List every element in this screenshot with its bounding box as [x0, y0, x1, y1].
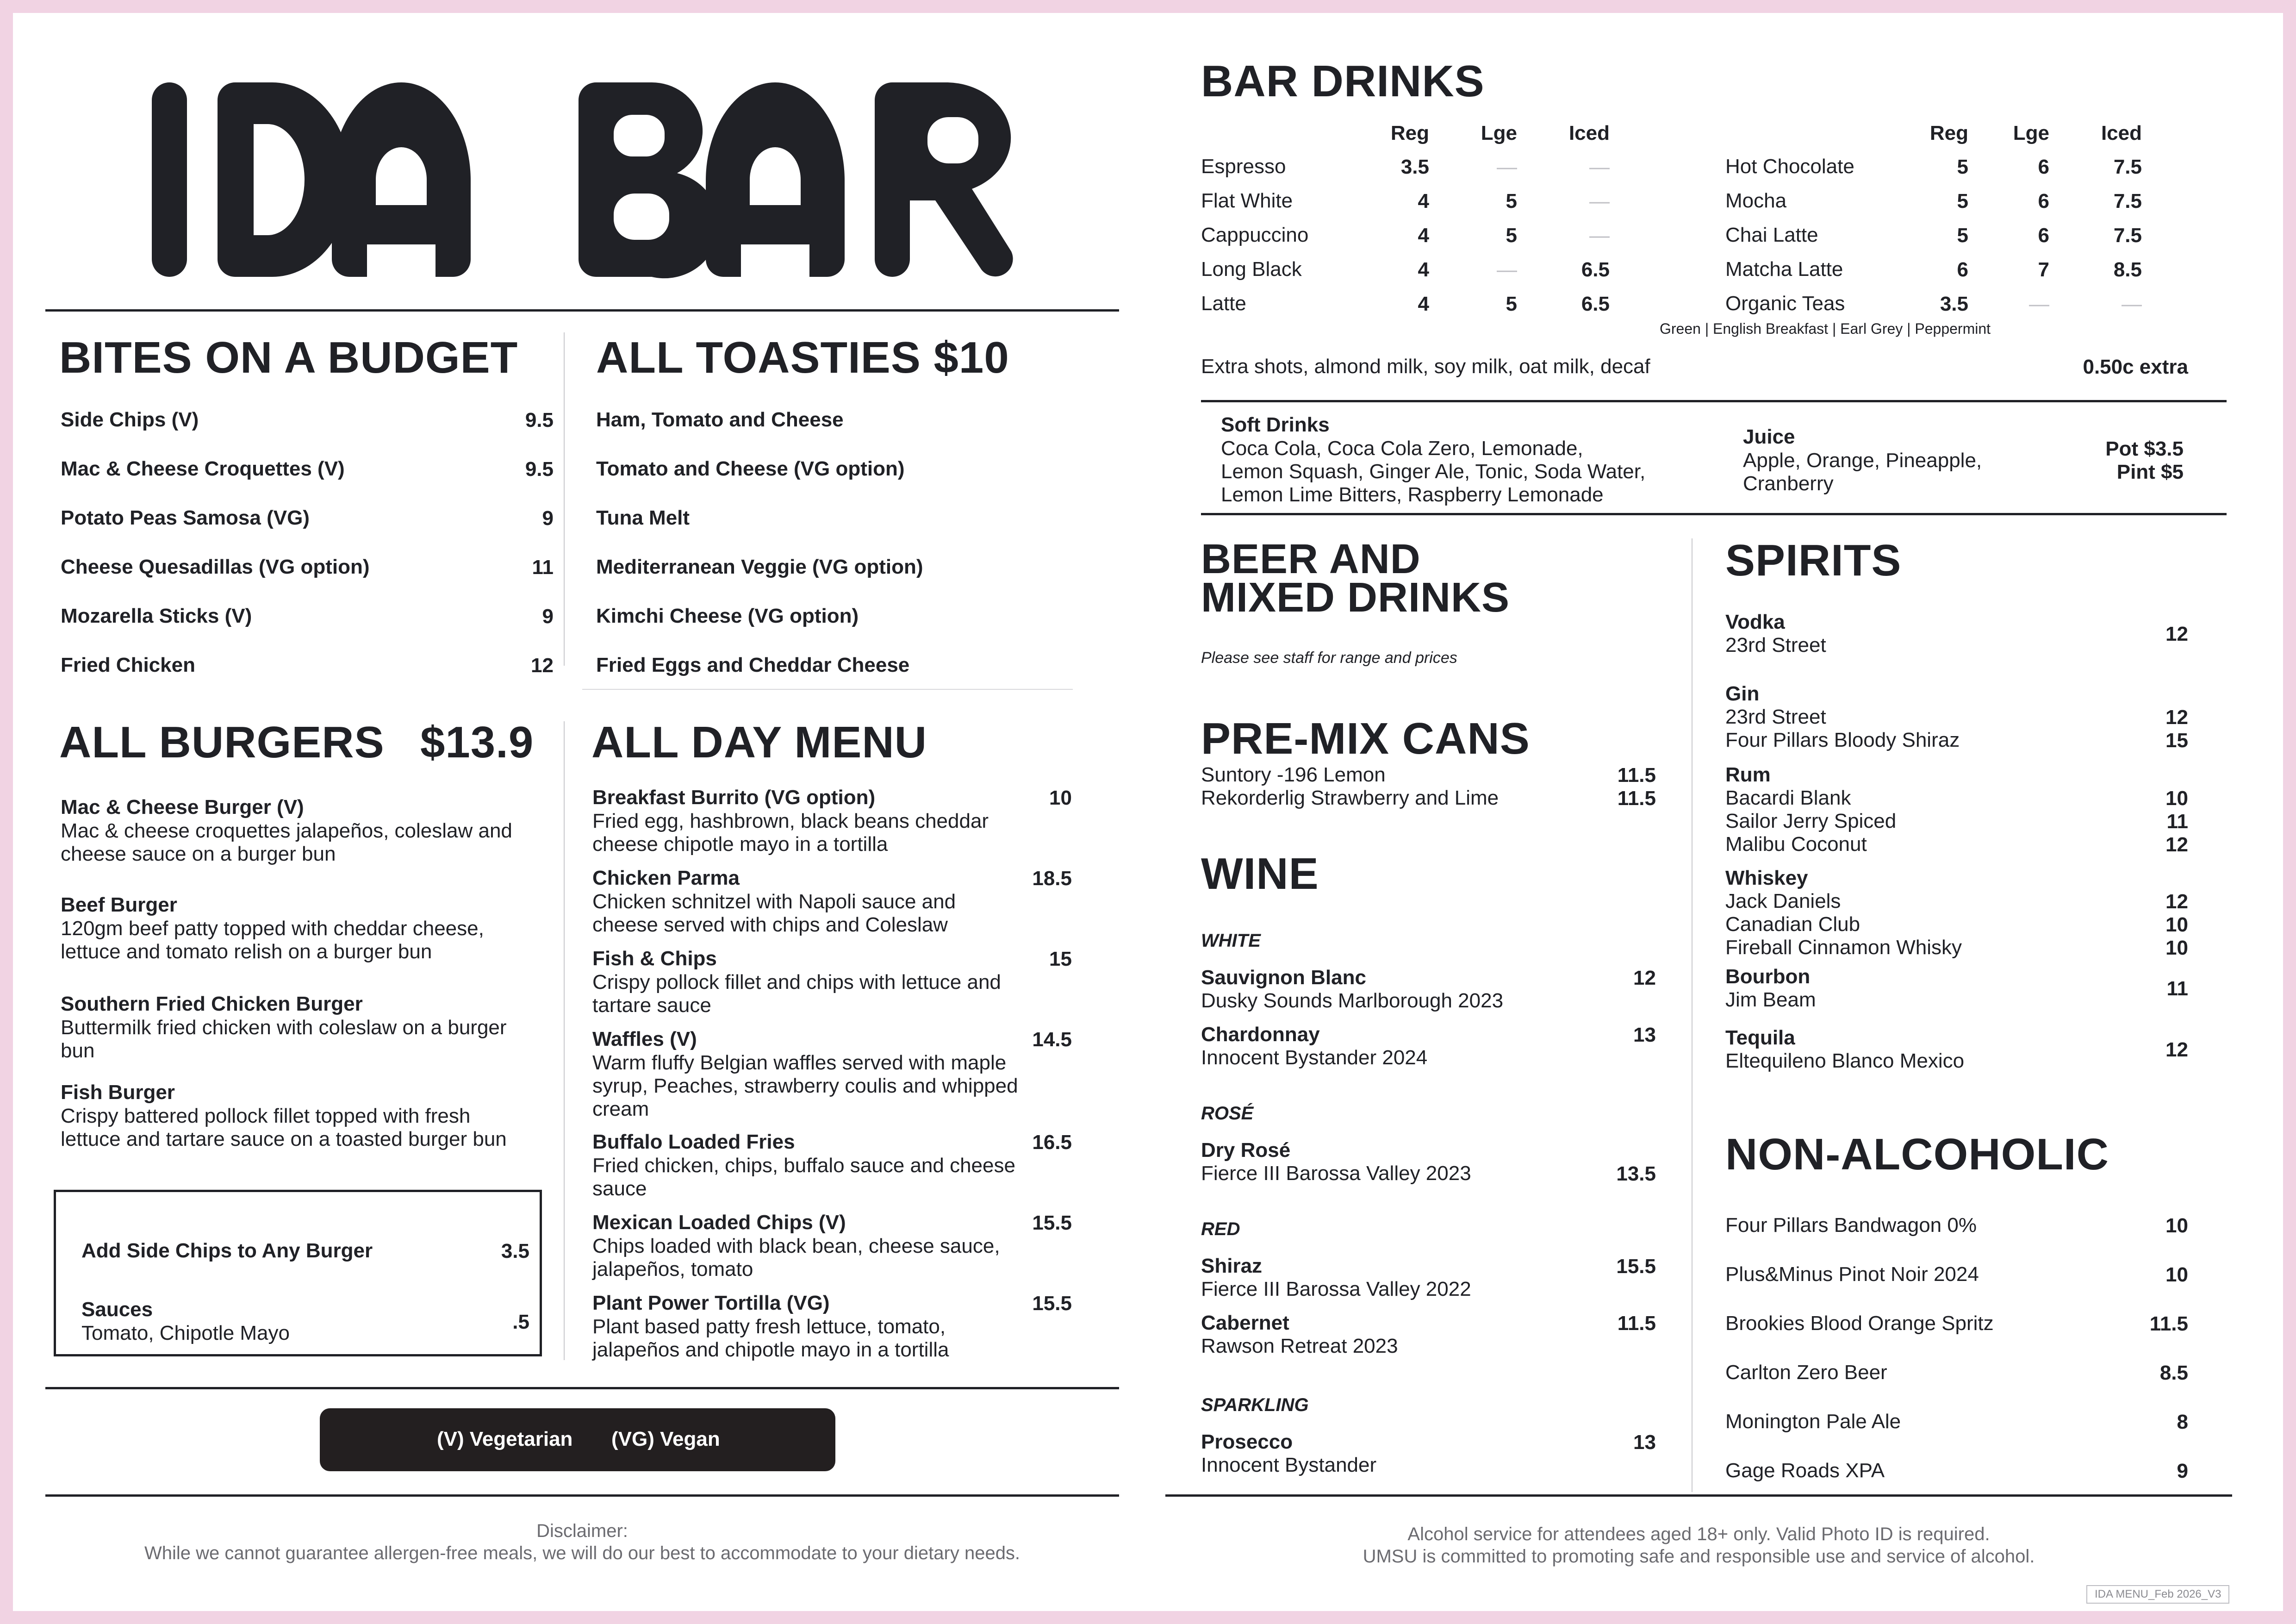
drink-name: Cappuccino: [1201, 224, 1309, 246]
wine-item-desc: Innocent Bystander 2024: [1201, 1046, 1428, 1069]
spirit-item-price: 12: [2165, 706, 2188, 729]
divider-bottom-right: [1165, 1494, 2232, 1497]
juice-line: Cranberry: [1743, 472, 1834, 495]
nonalc-item-price: 11.5: [2149, 1312, 2188, 1335]
juice-title: Juice: [1743, 425, 1795, 448]
divider-bottom-left-2: [45, 1494, 1119, 1497]
version-tag: IDA MENU_Feb 2026_V3: [2086, 1585, 2229, 1604]
spirit-category-tequila: Tequila: [1725, 1026, 1795, 1049]
wine-item-desc: Fierce III Barossa Valley 2023: [1201, 1162, 1471, 1185]
drink-name: Mocha: [1725, 189, 1787, 212]
spirit-item-name: Eltequileno Blanco Mexico: [1725, 1049, 1965, 1072]
addon-name: Sauces: [81, 1298, 153, 1321]
drink-name: Espresso: [1201, 155, 1286, 178]
allday-item-desc: Plant based patty fresh lettuce, tomato, jalapeños and chipotle mayo in a tortilla: [592, 1315, 949, 1361]
premix-item-name: Suntory -196 Lemon: [1201, 763, 1386, 786]
burgers-price: $13.9: [420, 718, 534, 767]
spirit-item-name: 23rd Street: [1725, 706, 1826, 728]
drink-name: Flat White: [1201, 189, 1293, 212]
allday-item-name: Waffles (V): [592, 1028, 697, 1050]
wine-red-label: RED: [1201, 1219, 1240, 1239]
burger-item-desc: 120gm beef patty topped with cheddar cheese, lettuce and tomato relish on a burger bun: [61, 917, 484, 963]
nonalc-item-name: Brookies Blood Orange Spritz: [1725, 1312, 1994, 1335]
bites-item-name: Fried Chicken: [61, 654, 195, 676]
bites-item-price: 9.5: [525, 458, 554, 481]
burgers-title: ALL BURGERS: [59, 718, 385, 767]
premix-item-price: 11.5: [1617, 764, 1656, 787]
bites-item-price: 12: [531, 654, 554, 677]
spirits-title: SPIRITS: [1725, 536, 1902, 585]
spirit-item-price: 15: [2165, 729, 2188, 752]
drink-name: Chai Latte: [1725, 224, 1818, 246]
wine-item-name: Cabernet: [1201, 1312, 1289, 1334]
drinks-header: Iced: [2101, 122, 2142, 144]
menu-sheet: [13, 13, 2283, 1611]
spirit-item-price: 10: [2165, 937, 2188, 959]
toastie-item: Kimchi Cheese (VG option): [596, 605, 859, 627]
wine-item-price: 13: [1633, 1431, 1656, 1454]
drink-price-lge: 5: [1506, 224, 1517, 247]
nonalc-item-price: 8: [2177, 1411, 2188, 1433]
wine-item-name: Dry Rosé: [1201, 1139, 1291, 1162]
drink-price-lge: 5: [1506, 293, 1517, 315]
spirit-category-whiskey: Whiskey: [1725, 867, 1808, 889]
alcohol-notice: [1165, 1523, 2232, 1568]
nonalc-item-name: Plus&Minus Pinot Noir 2024: [1725, 1263, 1979, 1286]
wine-item-desc: Rawson Retreat 2023: [1201, 1335, 1398, 1357]
allday-item-desc: Crispy pollock fillet and chips with lettuce and tartare sauce: [592, 971, 1001, 1017]
drink-price-reg: 5: [1957, 190, 1968, 212]
burger-item-name: Mac & Cheese Burger (V): [61, 796, 304, 818]
legend-vegetarian: (V) Vegetarian: [437, 1428, 573, 1450]
wine-item-desc: Innocent Bystander: [1201, 1454, 1377, 1476]
toasties-title: ALL TOASTIES $10: [596, 333, 1009, 382]
bites-title: BITES ON A BUDGET: [59, 333, 518, 382]
drinks-header: Iced: [1568, 122, 1610, 144]
drink-name: Organic Teas: [1725, 292, 1845, 315]
bites-item-price: 11: [532, 556, 554, 579]
ida-bar-logo: [133, 69, 1040, 286]
spirit-item-price: 12: [2165, 623, 2188, 645]
wine-item-price: 11.5: [1617, 1312, 1656, 1335]
bites-item-price: 9: [542, 507, 554, 530]
drink-price-iced: 7.5: [2113, 190, 2142, 212]
addon-name: Add Side Chips to Any Burger: [81, 1239, 373, 1262]
spirit-category-bourbon: Bourbon: [1725, 965, 1811, 988]
drink-name: Long Black: [1201, 258, 1302, 281]
diet-legend: [320, 1408, 835, 1471]
drink-price-reg: 4: [1418, 224, 1429, 247]
extras-text: Extra shots, almond milk, soy milk, oat milk, decaf: [1201, 355, 1650, 378]
drink-price-reg: 3.5: [1400, 156, 1429, 178]
divider-burgers-allday: [564, 721, 565, 1360]
soft-lines: [1221, 437, 1730, 506]
drinks-header: Reg: [1929, 122, 1968, 144]
drink-name: Latte: [1201, 292, 1246, 315]
soft-title: Soft Drinks: [1221, 413, 1330, 436]
drink-price-lge: —: [2029, 293, 2049, 315]
spirit-item-price: 10: [2165, 913, 2188, 936]
alcohol-notice-line: Alcohol service for attendees aged 18+ only. Valid Photo ID is required.: [1407, 1524, 1990, 1544]
burger-item-desc: Crispy battered pollock fillet topped with fresh lettuce and tartare sauce on a toasted burger bun: [61, 1105, 507, 1150]
wine-item-desc: Fierce III Barossa Valley 2022: [1201, 1278, 1471, 1300]
wine-rose-label: ROSÉ: [1201, 1103, 1254, 1124]
drink-price-reg: 4: [1418, 258, 1429, 281]
drink-price-lge: 6: [2038, 224, 2049, 247]
spirit-item-price: 12: [2165, 890, 2188, 913]
disclaimer: [45, 1520, 1119, 1564]
wine-sparkling-label: SPARKLING: [1201, 1395, 1309, 1415]
drink-name: Hot Chocolate: [1725, 155, 1854, 178]
allday-item-name: Fish & Chips: [592, 947, 717, 970]
spirit-item-name: Jack Daniels: [1725, 890, 1841, 912]
allday-item-price: 18.5: [1032, 867, 1072, 890]
drinks-header: Lge: [1481, 122, 1517, 144]
wine-item-price: 13: [1633, 1024, 1656, 1046]
toastie-item: Fried Eggs and Cheddar Cheese: [596, 654, 910, 676]
spirit-item-price: 10: [2165, 787, 2188, 810]
wine-title: WINE: [1201, 849, 1319, 899]
toastie-item: Mediterranean Veggie (VG option): [596, 556, 923, 578]
drink-price-iced: 6.5: [1581, 258, 1610, 281]
drink-price-iced: —: [1589, 190, 1610, 212]
divider-bottom-left-1: [45, 1387, 1119, 1389]
legend-vegan: (VG) Vegan: [611, 1428, 720, 1450]
spirit-item-name: 23rd Street: [1725, 634, 1826, 656]
drinks-header: Lge: [2013, 122, 2049, 144]
premix-item-name: Rekorderlig Strawberry and Lime: [1201, 787, 1499, 809]
allday-item-price: 10: [1049, 787, 1072, 809]
disclaimer-text: While we cannot guarantee allergen-free meals, we will do our best to accommodate to your dietary needs.: [144, 1543, 1020, 1563]
nonalc-item-name: Carlton Zero Beer: [1725, 1361, 1887, 1384]
divider-bites-toasties: [564, 332, 565, 666]
beer-title-1: BEER AND: [1201, 536, 1421, 582]
addon-price: .5: [512, 1311, 529, 1333]
divider-mid-left: [582, 689, 1073, 690]
soft-line: Coca Cola, Coca Cola Zero, Lemonade,: [1221, 437, 1583, 460]
spirit-item-name: Jim Beam: [1725, 988, 1816, 1011]
juice-line: Apple, Orange, Pineapple,: [1743, 449, 1982, 472]
pot-price: Pot $3.5: [2105, 437, 2184, 460]
allday-item-price: 15: [1049, 948, 1072, 970]
nonalc-item-name: Gage Roads XPA: [1725, 1459, 1885, 1482]
burger-item-desc: Buttermilk fried chicken with coleslaw on a burger bun: [61, 1016, 507, 1062]
drink-name: Matcha Latte: [1725, 258, 1843, 281]
drink-price-reg: 5: [1957, 156, 1968, 178]
beer-note: Please see staff for range and prices: [1201, 649, 1457, 667]
spirit-category-rum: Rum: [1725, 763, 1771, 786]
extras-price: 0.50c extra: [2083, 356, 2188, 378]
soft-line: Lemon Squash, Ginger Ale, Tonic, Soda Water,: [1221, 460, 1646, 483]
premix-title: PRE-MIX CANS: [1201, 714, 1530, 763]
toastie-item: Tomato and Cheese (VG option): [596, 457, 905, 480]
premix-item-price: 11.5: [1617, 787, 1656, 810]
disclaimer-title: Disclaimer:: [536, 1521, 628, 1541]
drink-price-iced: 7.5: [2113, 156, 2142, 178]
divider-soft: [1201, 513, 2227, 515]
burger-item-desc: Mac & cheese croquettes jalapeños, coleslaw and cheese sauce on a burger bun: [61, 819, 512, 865]
nonalc-item-price: 10: [2165, 1263, 2188, 1286]
beer-title-2: MIXED DRINKS: [1201, 575, 1510, 621]
drink-price-iced: —: [2122, 293, 2142, 315]
nonalc-item-name: Four Pillars Bandwagon 0%: [1725, 1214, 1977, 1237]
spirit-category-vodka: Vodka: [1725, 611, 1785, 633]
spirit-item-name: Sailor Jerry Spiced: [1725, 810, 1897, 832]
spirit-category-gin: Gin: [1725, 682, 1760, 705]
alcohol-notice-line: UMSU is committed to promoting safe and responsible use and service of alcohol.: [1363, 1546, 2035, 1567]
allday-item-price: 16.5: [1032, 1131, 1072, 1154]
wine-item-price: 12: [1633, 967, 1656, 989]
addon-price: 3.5: [501, 1240, 529, 1262]
burger-item-name: Beef Burger: [61, 893, 177, 916]
burger-item-name: Fish Burger: [61, 1081, 175, 1104]
wine-item-price: 15.5: [1616, 1255, 1656, 1278]
allday-item-name: Plant Power Tortilla (VG): [592, 1292, 830, 1314]
allday-item-desc: Fried chicken, chips, buffalo sauce and cheese sauce: [592, 1154, 1015, 1200]
bites-item-name: Cheese Quesadillas (VG option): [61, 556, 370, 578]
spirit-item-name: Malibu Coconut: [1725, 833, 1867, 856]
spirit-item-price: 12: [2165, 833, 2188, 856]
drink-price-lge: —: [1497, 156, 1517, 178]
bites-item-name: Mozarella Sticks (V): [61, 605, 252, 627]
bites-item-price: 9: [542, 605, 554, 628]
drink-price-reg: 3.5: [1940, 293, 1968, 315]
drink-price-iced: —: [1589, 156, 1610, 178]
addon-desc: Tomato, Chipotle Mayo: [81, 1322, 290, 1344]
wine-item-name: Chardonnay: [1201, 1023, 1320, 1046]
spirit-item-price: 11: [2166, 977, 2188, 1000]
drinks-header: Reg: [1390, 122, 1429, 144]
tea-types: Green | English Breakfast | Earl Grey | Peppermint: [1660, 320, 1991, 337]
allday-item-price: 14.5: [1032, 1028, 1072, 1051]
drink-price-iced: 6.5: [1581, 293, 1610, 315]
soft-line: Lemon Lime Bitters, Raspberry Lemonade: [1221, 483, 1604, 506]
allday-item-desc: Fried egg, hashbrown, black beans cheddar cheese chipotle mayo in a tortilla: [592, 810, 989, 856]
divider-drinks: [1201, 400, 2227, 402]
bites-item-price: 9.5: [525, 409, 554, 431]
allday-item-price: 15.5: [1032, 1212, 1072, 1234]
nonalc-title: NON-ALCOHOLIC: [1725, 1130, 2109, 1179]
bites-item-name: Mac & Cheese Croquettes (V): [61, 457, 345, 480]
divider-top-left: [45, 309, 1119, 312]
drink-price-reg: 4: [1418, 190, 1429, 212]
wine-item-desc: Dusky Sounds Marlborough 2023: [1201, 989, 1504, 1012]
drink-price-reg: 6: [1957, 258, 1968, 281]
allday-item-name: Chicken Parma: [592, 867, 740, 889]
toastie-item: Tuna Melt: [596, 506, 690, 529]
bites-item-name: Side Chips (V): [61, 408, 199, 431]
wine-white-label: WHITE: [1201, 931, 1261, 951]
allday-item-name: Buffalo Loaded Fries: [592, 1131, 795, 1153]
wine-item-price: 13.5: [1616, 1162, 1656, 1185]
spirit-item-name: Fireball Cinnamon Whisky: [1725, 936, 1962, 959]
drink-price-iced: 7.5: [2113, 224, 2142, 247]
drink-price-iced: 8.5: [2113, 258, 2142, 281]
spirit-item-price: 11: [2166, 810, 2188, 833]
pint-price: Pint $5: [2116, 461, 2184, 483]
wine-item-name: Shiraz: [1201, 1255, 1263, 1277]
wine-item-name: Prosecco: [1201, 1430, 1293, 1453]
drink-price-reg: 5: [1957, 224, 1968, 247]
drink-price-iced: —: [1589, 224, 1610, 247]
drink-price-lge: 5: [1506, 190, 1517, 212]
allday-title: ALL DAY MENU: [591, 718, 927, 767]
nonalc-item-name: Monington Pale Ale: [1725, 1410, 1901, 1433]
burger-item-name: Southern Fried Chicken Burger: [61, 993, 363, 1015]
spirit-item-name: Four Pillars Bloody Shiraz: [1725, 729, 1960, 751]
bites-item-name: Potato Peas Samosa (VG): [61, 506, 310, 529]
spirit-item-price: 12: [2165, 1038, 2188, 1061]
bar-drinks-title: BAR DRINKS: [1201, 56, 1485, 106]
allday-item-desc: Chips loaded with black bean, cheese sauce, jalapeños, tomato: [592, 1235, 1000, 1280]
drink-price-lge: —: [1497, 258, 1517, 281]
allday-item-desc: Chicken schnitzel with Napoli sauce and cheese served with chips and Coleslaw: [592, 890, 956, 936]
allday-item-price: 15.5: [1032, 1292, 1072, 1315]
toastie-item: Ham, Tomato and Cheese: [596, 408, 844, 431]
drink-price-reg: 4: [1418, 293, 1429, 315]
spirit-item-name: Canadian Club: [1725, 913, 1860, 936]
nonalc-item-price: 8.5: [2159, 1362, 2188, 1384]
drink-price-lge: 6: [2038, 190, 2049, 212]
allday-item-name: Mexican Loaded Chips (V): [592, 1211, 846, 1234]
allday-item-name: Breakfast Burrito (VG option): [592, 786, 876, 809]
nonalc-item-price: 9: [2177, 1460, 2188, 1482]
nonalc-item-price: 10: [2165, 1214, 2188, 1237]
drink-price-lge: 7: [2038, 258, 2049, 281]
allday-item-desc: Warm fluffy Belgian waffles served with maple syrup, Peaches, strawberry coulis and whipped cream: [592, 1051, 1018, 1120]
drink-price-lge: 6: [2038, 156, 2049, 178]
spirit-item-name: Bacardi Blank: [1725, 787, 1851, 809]
wine-item-name: Sauvignon Blanc: [1201, 966, 1366, 989]
